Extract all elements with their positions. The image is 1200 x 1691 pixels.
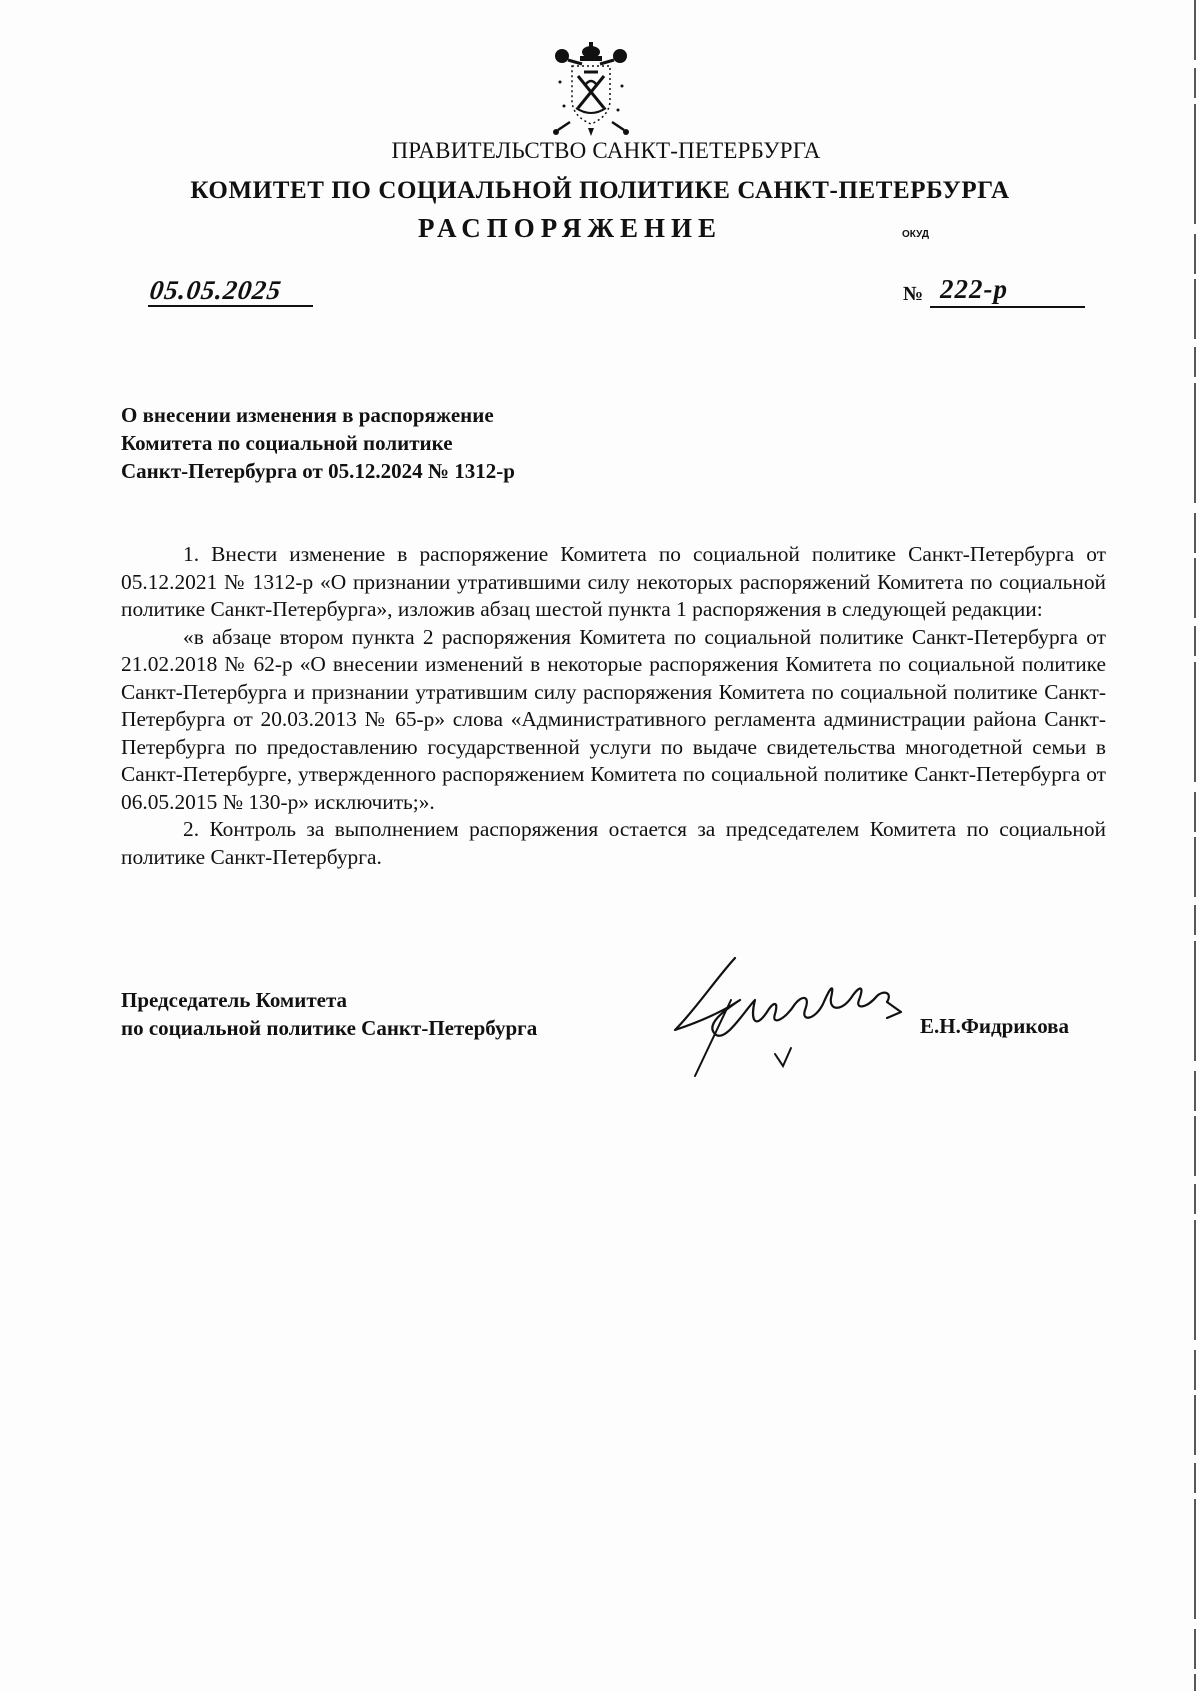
signer-position-line: Председатель Комитета — [121, 988, 348, 1012]
body-paragraph: 1. Внести изменение в распоряжение Комитета по социальной политике Санкт-Петербурга от 05.12.2021 № 1312-р «О признании утратившими силу некоторых распоряжений Комитета по социальной политике Санкт-Петербурга», изложив абзац шестой пункта 1 распоряжения в следующей редакции: — [121, 542, 1106, 621]
document-date: 05.05.2025 — [147, 275, 284, 305]
subject-line: Санкт-Петербурга от 05.12.2024 № 1312-р — [121, 459, 515, 483]
subject-line: О внесении изменения в распоряжение — [121, 403, 494, 427]
signer-position-line: по социальной политике Санкт-Петербурга — [121, 1016, 538, 1040]
signer-position — [121, 986, 537, 1042]
document-number: 222-р — [940, 274, 1008, 304]
handwritten-signature-icon — [655, 950, 920, 1082]
document-type: РАСПОРЯЖЕНИЕ — [418, 213, 723, 243]
committee-title: КОМИТЕТ ПО СОЦИАЛЬНОЙ ПОЛИТИКЕ САНКТ-ПЕТЕРБУРГА — [190, 177, 1010, 204]
date-underline — [148, 305, 313, 307]
document-body — [121, 541, 1106, 871]
subject-line: Комитета по социальной политике — [121, 431, 453, 455]
scan-edge-mark — [1190, 0, 1200, 1691]
okud-label: ОКУД — [902, 229, 929, 240]
number-label: № — [903, 283, 924, 305]
signer-name: Е.Н.Фидрикова — [920, 1014, 1070, 1038]
document-subject — [121, 401, 515, 485]
body-paragraph: «в абзаце втором пункта 2 распоряжения Комитета по социальной политике Санкт-Петербурга от 21.02.2018 № 62-р «О внесении изменений в некоторые распоряжения Комитета по социальной политике Санкт-Петербурга и признании утратившим силу распоряжения Комитета по социальной политике Санкт-Петербурга от 20.03.2013 № 65-р» слова «Административного регламента администрации района Санкт-Петербурга по предоставлению государственной услуги по выдаче свидетельства многодетной семьи в Санкт-Петербурге, утвержденного распоряжением Комитета по социальной политике Санкт-Петербурга от 06.05.2015 № 130-р» исключить;». — [121, 624, 1106, 814]
number-underline — [930, 306, 1085, 308]
coat-of-arms-icon — [548, 42, 634, 138]
government-title: ПРАВИТЕЛЬСТВО САНКТ-ПЕТЕРБУРГА — [391, 138, 821, 163]
body-paragraph: 2. Контроль за выполнением распоряжения остается за председателем Комитета по социальной политике Санкт-Петербурга. — [121, 817, 1106, 869]
